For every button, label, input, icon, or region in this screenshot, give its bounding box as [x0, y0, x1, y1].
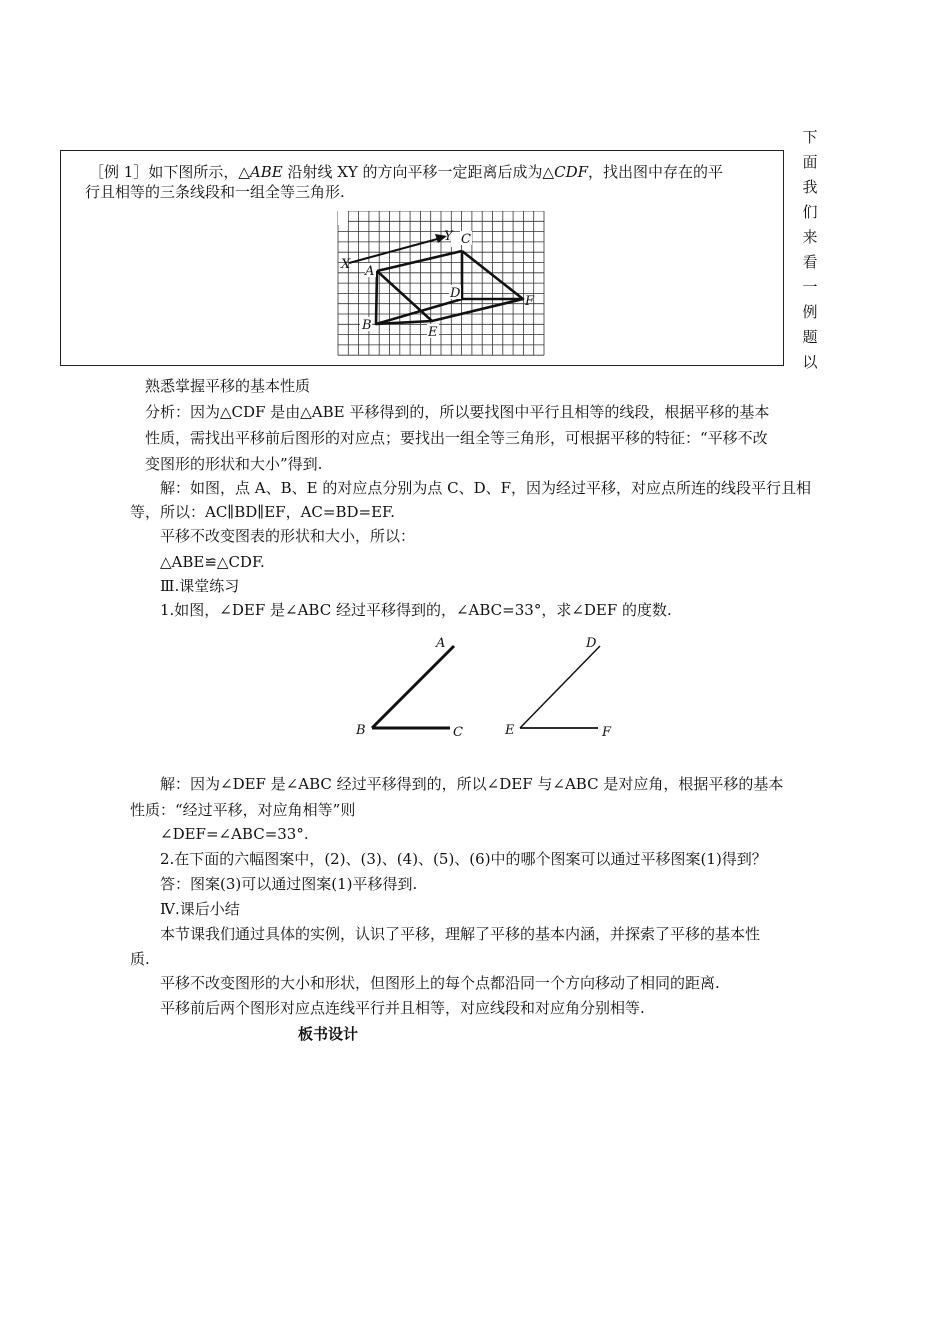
example-box: [60, 150, 784, 366]
example-line-2: 行且相等的三条线段和一组全等三角形.: [85, 183, 345, 201]
board-design-heading: 板书设计: [298, 1025, 359, 1043]
side-char: 例: [802, 303, 818, 321]
label-b: B: [362, 318, 372, 333]
segment-ef: [432, 299, 523, 321]
label-e: E: [428, 325, 438, 340]
angle-label-c: C: [453, 725, 463, 740]
answer-1-line-3: ∠DEF=∠ABC=33°.: [160, 825, 309, 843]
side-char: 下: [802, 128, 818, 146]
label-x: X: [341, 257, 351, 272]
grid-figure: [337, 211, 547, 356]
example-text: 如下图所示，△: [148, 163, 250, 181]
summary-line-2: 质.: [130, 950, 150, 968]
side-char: 看: [802, 253, 818, 271]
ray-ed: [520, 646, 600, 728]
familiar-text: 熟悉掌握平移的基本性质: [145, 377, 311, 395]
grid-lines: [338, 211, 544, 355]
analysis-line-1: 分析：因为△CDF 是由△ABE 平移得到的，所以要找图中平行且相等的线段，根据平移的基本: [145, 403, 770, 421]
label-y: Y: [444, 229, 453, 244]
example-text: 沿射线 XY 的方向平移一定距离后成为△: [282, 163, 555, 181]
question-2: 2.在下面的六幅图案中，(2)、(3)、(4)、(5)、(6)中的哪个图案可以通过平移图案(1)得到？: [160, 850, 767, 868]
example-cdf: CDF: [554, 163, 589, 181]
analysis-line-3: 变图形的形状和大小”得到.: [145, 455, 323, 473]
analysis-line-2: 性质，需找出平移前后图形的对应点；要找出一组全等三角形，可根据平移的特征：“平移不改: [145, 429, 768, 447]
shape-note: 平移不改变图表的形状和大小，所以：: [160, 527, 416, 545]
side-char: 题: [802, 328, 818, 346]
label-c: C: [461, 232, 471, 247]
example-line-1: [89, 162, 723, 182]
summary-line-4: 平移前后两个图形对应点连线平行并且相等，对应线段和对应角分别相等.: [160, 999, 645, 1017]
example-label: ［例 1］: [89, 163, 149, 181]
example-abe: ABE: [249, 163, 283, 181]
section-3-heading: Ⅲ.课堂练习: [160, 577, 240, 595]
answer-1-line-2: 性质：“经过平移，对应角相等”则: [130, 801, 356, 819]
angle-figure: [350, 630, 630, 745]
side-char: 一: [802, 278, 818, 296]
side-char: 我: [802, 178, 818, 196]
answer-2: 答：图案(3)可以通过图案(1)平移得到.: [160, 875, 418, 893]
angle-label-e: E: [505, 723, 515, 738]
solution-line-1: 解：如图，点 A、B、E 的对应点分别为点 C、D、F，因为经过平移，对应点所连的线段平行且相: [160, 479, 812, 497]
side-char: 来: [802, 228, 818, 246]
solution-line-2: 等，所以：AC∥BD∥EF，AC=BD=EF.: [130, 503, 395, 521]
label-a: A: [365, 264, 375, 279]
question-1: 1.如图，∠DEF 是∠ABC 经过平移得到的，∠ABC=33°，求∠DEF 的度数.: [160, 601, 672, 619]
label-f: F: [525, 294, 535, 309]
segment-bd: [376, 299, 462, 324]
side-char: 面: [802, 153, 818, 171]
summary-line-3: 平移不改变图形的大小和形状，但图形上的每个点都沿同一个方向移动了相同的距离.: [160, 974, 720, 992]
ray-ba: [372, 646, 454, 728]
angle-label-f: F: [602, 725, 612, 740]
angle-label-a: A: [436, 636, 446, 651]
angle-label-d: D: [586, 636, 597, 651]
angle-label-b: B: [356, 723, 366, 738]
summary-line-1: 本节课我们通过具体的实例，认识了平移，理解了平移的基本内涵，并探索了平移的基本性: [160, 925, 761, 943]
side-vertical-text: [800, 125, 820, 375]
example-text: ，找出图中存在的平: [588, 163, 724, 181]
label-d: D: [450, 286, 461, 301]
answer-1-line-1: 解：因为∠DEF 是∠ABC 经过平移得到的，所以∠DEF 与∠ABC 是对应角，根据平移的基本: [160, 775, 784, 793]
congruent-statement: △ABE≌△CDF.: [160, 553, 265, 571]
section-4-heading: Ⅳ.课后小结: [160, 900, 240, 918]
side-char: 们: [802, 203, 818, 221]
side-char: 以: [802, 353, 818, 371]
